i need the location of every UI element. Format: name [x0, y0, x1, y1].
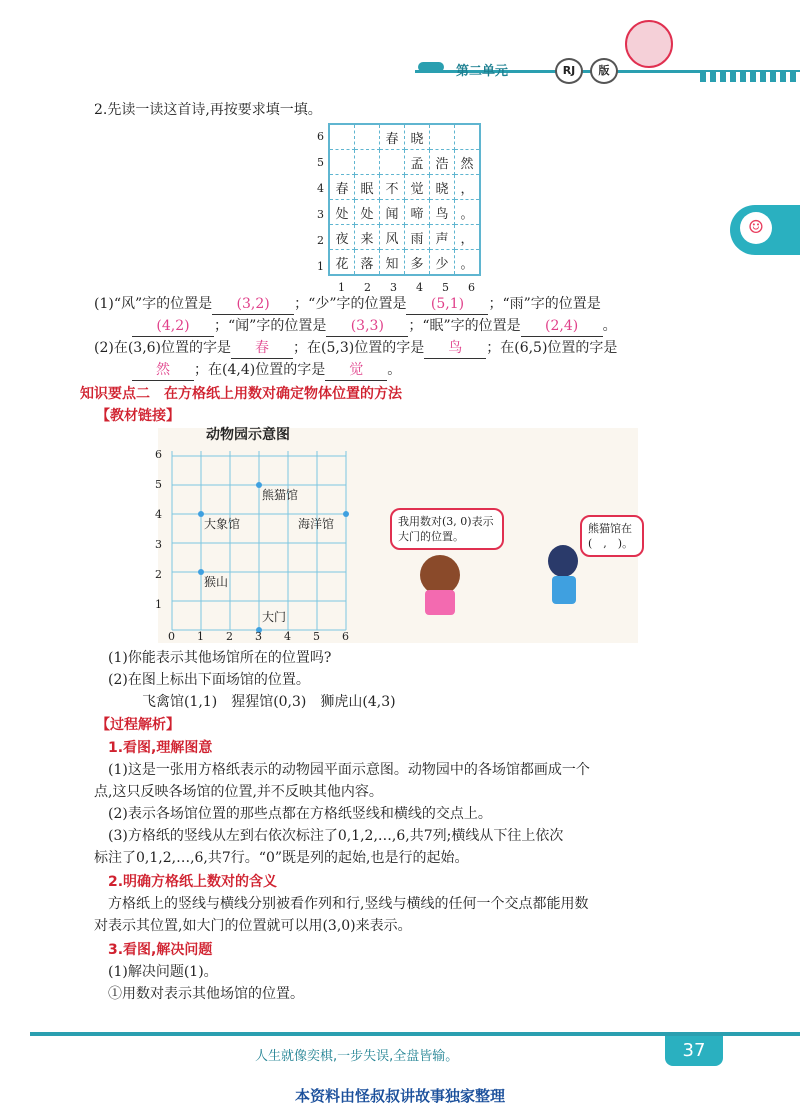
grid-lines	[172, 451, 346, 630]
section-2-title: 2.明确方格纸上数对的含义	[108, 874, 278, 890]
section-2-para: 对表示其位置,如大门的位置就可以用(3,0)来表示。	[94, 918, 412, 934]
analysis-tag: 【过程解析】	[96, 717, 180, 733]
poem-cell: 声	[430, 225, 455, 250]
y-label: 6	[317, 130, 324, 143]
poem-cell: ，	[455, 225, 481, 250]
q1-text: 。	[602, 318, 617, 334]
answer-yu[interactable]: (4,2)	[132, 316, 214, 337]
y-label: 4	[317, 182, 324, 195]
section-3-para: ①用数对表示其他场馆的位置。	[108, 986, 304, 1002]
poem-cell: 觉	[405, 175, 430, 200]
poem-cell: 不	[380, 175, 405, 200]
poem-cell: 处	[329, 200, 355, 225]
q2-text: (2)在(3,6)位置的字是	[94, 340, 232, 356]
poem-cell: 晓	[430, 175, 455, 200]
boy-speech-bubble: 熊猫馆在( , )。	[580, 515, 644, 557]
answer-mian[interactable]: (2,4)	[521, 316, 603, 337]
poem-cell: 眠	[355, 175, 380, 200]
place-label: 熊猫馆	[262, 488, 299, 502]
zoo-y-label: 2	[155, 568, 162, 581]
poem-cell: 风	[380, 225, 405, 250]
question-1: (1)你能表示其他场馆所在的位置吗?	[108, 650, 332, 666]
poem-cell	[355, 124, 380, 150]
poem-cell: 孟	[405, 150, 430, 175]
poem-grid	[328, 123, 481, 276]
q1-text: ；“雨”字的位置是	[488, 296, 601, 312]
zoo-map-title: 动物园示意图	[206, 427, 290, 443]
poem-cell: 知	[380, 250, 405, 276]
place-label: 猴山	[204, 575, 229, 589]
x-label: 5	[442, 281, 449, 294]
girl-speech-bubble: 我用数对(3, 0)表示大门的位置。	[390, 508, 504, 550]
section-3-title: 3.看图,解决问题	[108, 942, 213, 958]
x-label: 3	[390, 281, 397, 294]
section-1-para: (3)方格纸的竖线从左到右依次标注了0,1,2,…,6,共7列;横线从下往上依次	[108, 828, 564, 844]
y-label: 1	[317, 260, 324, 273]
answer-feng[interactable]: (3,2)	[212, 294, 294, 315]
zoo-grid	[150, 445, 370, 645]
poem-cell: 来	[355, 225, 380, 250]
question-2-items: 飞禽馆(1,1) 猩猩馆(0,3) 狮虎山(4,3)	[142, 694, 396, 710]
x-label: 2	[364, 281, 371, 294]
q1-line1	[94, 294, 601, 315]
zoo-y-label: 5	[155, 478, 162, 491]
poem-cell: 花	[329, 250, 355, 276]
zoo-y-label: 4	[155, 508, 162, 521]
q2-line2	[132, 360, 401, 381]
edition-badge: 版	[590, 58, 618, 84]
poem-cell	[329, 150, 355, 175]
answer-wen[interactable]: (3,3)	[326, 316, 408, 337]
y-label: 5	[317, 156, 324, 169]
poem-cell	[430, 124, 455, 150]
answer-4[interactable]: 觉	[325, 360, 387, 381]
pencil-icon	[418, 62, 444, 72]
answer-2[interactable]: 鸟	[424, 338, 486, 359]
poem-cell: 晓	[405, 124, 430, 150]
q2-line1	[94, 338, 617, 359]
zoo-x-label: 0	[168, 630, 175, 643]
answer-shao[interactable]: (5,1)	[406, 294, 488, 315]
place-label: 海洋馆	[298, 517, 335, 531]
zoo-y-label: 1	[155, 598, 162, 611]
girl-figure-icon	[420, 555, 460, 595]
textbook-link-tag: 【教材链接】	[96, 408, 180, 424]
x-label: 1	[338, 281, 345, 294]
mascot-face-icon: ☺	[740, 212, 772, 244]
mascot-icon	[625, 20, 673, 68]
q2-intro: 2.先读一读这首诗,再按要求填一填。	[94, 102, 322, 118]
zoo-x-label: 2	[226, 630, 233, 643]
zoo-y-label: 3	[155, 538, 162, 551]
q1-text: (1)“风”字的位置是	[94, 296, 213, 312]
section-2-para: 方格纸上的竖线与横线分别被看作列和行,竖线与横线的任何一个交点都能用数	[108, 896, 589, 912]
zoo-x-label: 6	[342, 630, 349, 643]
poem-cell: 春	[329, 175, 355, 200]
zoo-x-label: 1	[197, 630, 204, 643]
section-1-title: 1.看图,理解图意	[108, 740, 213, 756]
poem-cell: 鸟	[430, 200, 455, 225]
poem-cell	[355, 150, 380, 175]
y-label: 3	[317, 208, 324, 221]
section-1-para: 点,这只反映各场馆的位置,并不反映其他内容。	[94, 784, 383, 800]
poem-cell: 浩	[430, 150, 455, 175]
poem-cell	[329, 124, 355, 150]
y-label: 2	[317, 234, 324, 247]
section-3-para: (1)解决问题(1)。	[108, 964, 218, 980]
bottom-note: 本资料由怪叔叔讲故事独家整理	[294, 1087, 505, 1105]
q1-line2	[132, 316, 617, 337]
poem-cell: 。	[455, 200, 481, 225]
zoo-x-label: 3	[255, 630, 262, 643]
knowledge-point-heading: 知识要点二 在方格纸上用数对确定物体位置的方法	[80, 386, 402, 402]
place-label: 大门	[262, 610, 287, 624]
boy-figure-icon	[548, 545, 578, 577]
place-label: 大象馆	[204, 517, 241, 531]
poem-cell: 。	[455, 250, 481, 276]
answer-1[interactable]: 春	[231, 338, 293, 359]
poem-cell: 处	[355, 200, 380, 225]
q1-text: ；“闻”字的位置是	[214, 318, 327, 334]
x-label: 6	[468, 281, 475, 294]
footer-motto: 人生就像奕棋,一步失误,全盘皆输。	[255, 1049, 459, 1064]
checker-pattern	[700, 72, 800, 82]
poem-cell: 然	[455, 150, 481, 175]
poem-cell: 雨	[405, 225, 430, 250]
poem-cell: ，	[455, 175, 481, 200]
girl-dress-icon	[425, 590, 455, 615]
place-point	[343, 511, 349, 517]
rj-badge: RJ	[555, 58, 583, 84]
boy-body-icon	[552, 576, 576, 604]
poem-cell: 啼	[405, 200, 430, 225]
zoo-y-label: 6	[155, 448, 162, 461]
q1-text: ；“眠”字的位置是	[408, 318, 521, 334]
q2-text: 。	[387, 362, 402, 378]
zoo-x-label: 5	[313, 630, 320, 643]
poem-cell: 少	[430, 250, 455, 276]
q2-text: ；在(6,5)位置的字是	[486, 340, 618, 356]
q1-text: ；“少”字的位置是	[294, 296, 407, 312]
section-1-para: (1)这是一张用方格纸表示的动物园平面示意图。动物园中的各场馆都画成一个	[108, 762, 590, 778]
unit-title: 第二单元	[456, 64, 509, 79]
answer-3[interactable]: 然	[132, 360, 194, 381]
poem-cell: 落	[355, 250, 380, 276]
poem-cell: 闻	[380, 200, 405, 225]
poem-cell: 春	[380, 124, 405, 150]
section-1-para: (2)表示各场馆位置的那些点都在方格纸竖线和横线的交点上。	[108, 806, 492, 822]
zoo-x-label: 4	[284, 630, 291, 643]
poem-cell	[455, 124, 481, 150]
poem-cell: 夜	[329, 225, 355, 250]
poem-cell	[380, 150, 405, 175]
q2-text: ；在(4,4)位置的字是	[194, 362, 326, 378]
question-2: (2)在图上标出下面场馆的位置。	[108, 672, 310, 688]
section-1-para: 标注了0,1,2,…,6,共7行。“0”既是列的起始,也是行的起始。	[94, 850, 469, 866]
q2-text: ；在(5,3)位置的字是	[293, 340, 425, 356]
x-label: 4	[416, 281, 423, 294]
page-number: 37	[665, 1036, 723, 1066]
poem-cell: 多	[405, 250, 430, 276]
